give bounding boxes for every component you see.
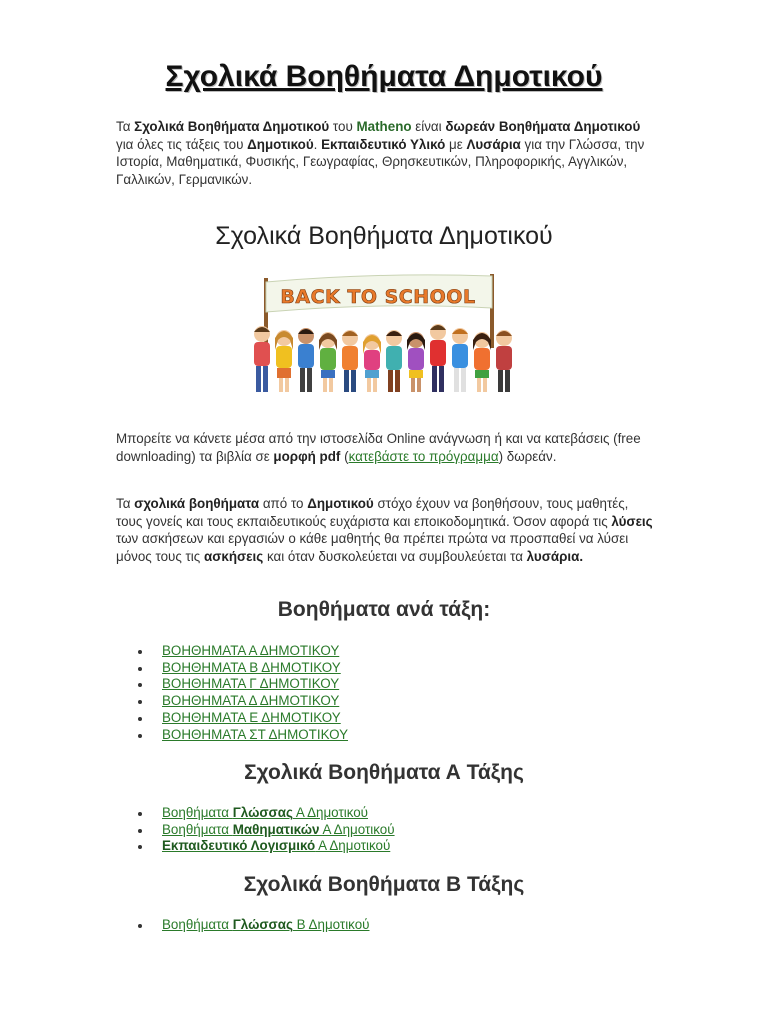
paragraph-text: και όταν δυσκολεύεται να συμβουλεύεται τα [263, 548, 527, 564]
brand-name: Matheno [356, 119, 412, 134]
intro-paragraph [116, 118, 656, 188]
link-bold: Γλώσσας [232, 805, 293, 820]
grades-heading: Βοηθήματα ανά τάξη: [277, 598, 491, 621]
list-item [162, 643, 348, 660]
intro-text: . [313, 136, 322, 152]
list-item [162, 693, 348, 710]
grades-list [118, 643, 348, 743]
paragraph-text: στόχο έχουν να βοηθήσουν, τους μαθητές, τους γονείς και τους εκπαιδευτικούς ευχάριστα και εποικοδομητικά. Όσον αφορά τις [116, 496, 629, 529]
paragraph-bold: σχολικά βοηθήματα [134, 496, 260, 511]
paragraph-text: ) δωρεάν. [498, 448, 557, 464]
list-item [162, 727, 348, 744]
list-item [162, 710, 348, 727]
link-text: Βοηθήματα [162, 805, 233, 820]
grade-e-link[interactable]: ΒΟΗΘΗΜΑΤΑ Ε ΔΗΜΟΤΙΚΟΥ [162, 709, 341, 725]
paragraph-bold: λύσεις [611, 513, 653, 529]
link-text: Βοηθήματα [162, 821, 233, 837]
list-item [162, 838, 395, 855]
paragraph-bold: Δημοτικού [307, 496, 374, 511]
purpose-paragraph [116, 495, 656, 565]
section-a-language-link[interactable] [162, 805, 368, 820]
subtitle-heading: Σχολικά Βοηθήματα Δημοτικού [215, 222, 553, 250]
intro-bold: Εκπαιδευτικό Υλικό [321, 136, 446, 152]
paragraph-text: των ασκήσεων και εργασιών ο κάθε μαθητής θα πρέπει πρώτα να προσπαθεί να λύσει μόνος τους τις [116, 531, 629, 564]
intro-bold: Λυσάρια [466, 136, 521, 152]
intro-text: του [329, 119, 357, 134]
section-a-list [118, 805, 395, 855]
link-text: Α Δημοτικού [319, 821, 395, 837]
section-a-software-link[interactable] [162, 838, 390, 853]
section-b-heading: Σχολικά Βοηθήματα Β Τάξης [243, 873, 525, 896]
intro-bold: Δημοτικού [247, 136, 314, 152]
intro-text: για την Γλώσσα, την Ιστορία, Μαθηματικά, Φυσικής, Γεωγραφίας, Θρησκευτικών, Πληροφορικής, Αγγλικών, Γαλλικών, Γερμανικών. [116, 136, 645, 187]
list-item [162, 917, 370, 934]
section-a-math-link[interactable] [162, 822, 395, 837]
paragraph-bold: ασκήσεις [203, 548, 264, 564]
list-item [162, 805, 395, 822]
back-to-school-illustration [244, 272, 526, 402]
download-program-link[interactable]: κατεβάστε το πρόγραμμα [348, 448, 499, 464]
paragraph-text: Τα [116, 496, 135, 511]
section-a-heading: Σχολικά Βοηθήματα Α Τάξης [244, 761, 524, 784]
grade-st-link[interactable]: ΒΟΗΘΗΜΑΤΑ ΣΤ ΔΗΜΟΤΙΚΟΥ [162, 726, 349, 742]
intro-text: με [445, 136, 467, 152]
intro-text: είναι [411, 119, 446, 134]
grade-d-link[interactable]: ΒΟΗΘΗΜΑΤΑ Δ ΔΗΜΟΤΙΚΟΥ [162, 693, 340, 709]
grade-a-link[interactable]: ΒΟΗΘΗΜΑΤΑ Α ΔΗΜΟΤΙΚΟΥ [162, 643, 340, 658]
paragraph-text: από το [259, 496, 308, 511]
intro-bold: Σχολικά Βοηθήματα Δημοτικού [134, 119, 330, 134]
paragraph-bold: λυσάρια. [526, 548, 584, 564]
intro-text: για όλες τις τάξεις του [116, 136, 248, 152]
children-group [254, 324, 512, 392]
link-text: Β Δημοτικού [292, 917, 370, 932]
banner-text: BACK TO SCHOOL [280, 286, 476, 308]
grade-b-link[interactable]: ΒΟΗΘΗΜΑΤΑ Β ΔΗΜΟΤΙΚΟΥ [162, 659, 341, 675]
pdf-format-bold: μορφή pdf [273, 448, 341, 464]
paragraph-text: Μπορείτε να κάνετε μέσα από την ιστοσελίδα Online ανάγνωση ή και να κατεβάσεις (free downloading) τα βιβλία σε [116, 431, 641, 464]
section-b-language-link[interactable] [162, 917, 370, 932]
link-bold: Μαθηματικών [232, 821, 320, 837]
grade-c-link[interactable]: ΒΟΗΘΗΜΑΤΑ Γ ΔΗΜΟΤΙΚΟΥ [162, 676, 340, 692]
link-bold: Γλώσσας [232, 917, 293, 932]
intro-bold: δωρεάν Βοηθήματα Δημοτικού [445, 119, 641, 134]
download-paragraph [116, 430, 656, 465]
page-title: Σχολικά Βοηθήματα Δημοτικού [165, 60, 603, 93]
paragraph-text: ( [340, 448, 349, 464]
link-text: Βοηθήματα [162, 917, 233, 932]
link-text: Α Δημοτικού [315, 838, 391, 854]
list-item [162, 676, 348, 693]
list-item [162, 822, 395, 839]
link-bold: Εκπαιδευτικό Λογισμικό [162, 838, 316, 854]
section-b-list [118, 917, 370, 934]
intro-text: Τα [116, 119, 135, 134]
list-item [162, 660, 348, 677]
link-text: Α Δημοτικού [292, 805, 369, 820]
